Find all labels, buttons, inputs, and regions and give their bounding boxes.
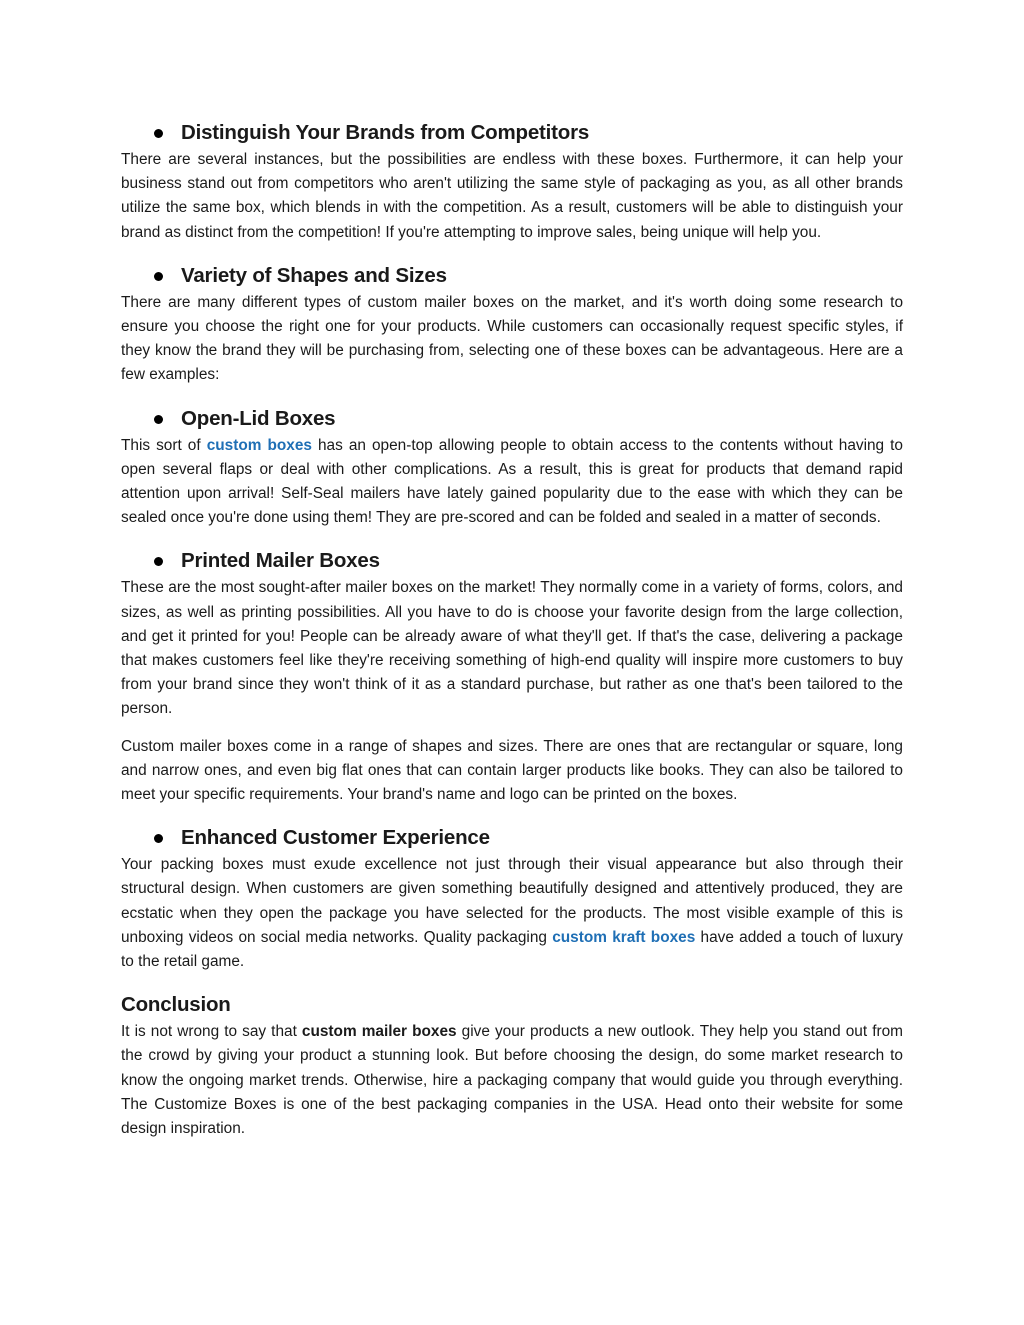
- custom-boxes-link[interactable]: custom boxes: [206, 436, 312, 454]
- body-text: have added a touch of luxury to the retail game.: [121, 928, 904, 971]
- section-heading-open-lid: [121, 404, 903, 434]
- document-page: [121, 118, 903, 1141]
- body-text: It is not wrong to say that: [121, 1023, 302, 1041]
- body-text: has an open-top allowing people to obtain access to the contents without having to open several flaps or deal with other complications. As a result, this is great for products that demand rapid attention upon arrival! Self-Seal mailers have lately gained popularity due to the ease with which they can be sealed once you're done using them! They are pre-scored and can be folded and sealed in a matter of seconds.: [121, 436, 903, 527]
- section-heading-text: Enhanced Customer Experience: [181, 826, 490, 850]
- section-body-experience: [121, 853, 903, 974]
- section-body-distinguish: There are several instances, but the possibilities are endless with these boxes. Furthermore, it can help your business stand out from competitors who aren't utilizing the same style of packaging as you, as all other brands utilize the same box, which blends in with the competition. As a result, customers will be able to distinguish your brand as distinct from the competition! If you're attempting to improve sales, being unique will help you.: [121, 151, 903, 241]
- section-heading-variety: [121, 261, 903, 291]
- conclusion-heading: Conclusion: [121, 993, 231, 1017]
- body-text: This sort of: [121, 436, 207, 454]
- body-text: give your products a new outlook. They help you stand out from the crowd by giving your product a stunning look. But before choosing the design, do some market research to know the ongoing market trends. Otherwise, hire a packaging company that would guide you through everything. The Customize Boxes is one of the best packaging companies in the USA. Head onto their website for some design inspiration.: [121, 1023, 903, 1138]
- section-heading-experience: [121, 823, 903, 853]
- custom-mailer-boxes-strong: custom mailer boxes: [301, 1023, 457, 1041]
- section-heading-printed: [121, 546, 903, 576]
- section-heading-distinguish: [121, 118, 903, 148]
- body-text: Your packing boxes must exude excellence not just through their visual appearance but also through their structural design. When customers are given something beautifully designed and attentively produced, they are ecstatic when they open the package you have selected for the products. The most visible example of this is unboxing videos on social media networks. Quality packaging: [121, 856, 903, 946]
- section-heading-text: Open-Lid Boxes: [181, 406, 336, 430]
- section-body-variety: There are many different types of custom mailer boxes on the market, and it's worth doing some research to ensure you choose the right one for your products. While customers can occasionally request specific styles, if they know the brand they will be purchasing from, selecting one of these boxes can be advantageous. Here are a few examples:: [121, 293, 903, 384]
- bullet-icon: [154, 834, 163, 843]
- custom-kraft-boxes-link[interactable]: custom kraft boxes: [552, 928, 696, 946]
- section-body-printed-2: Custom mailer boxes come in a range of shapes and sizes. There are ones that are rectangular or square, long and narrow ones, and even big flat ones that can contain larger products like books. They can also be tailored to meet your specific requirements. Your brand's name and logo can be printed on the boxes.: [121, 737, 903, 804]
- section-heading-text: Variety of Shapes and Sizes: [181, 263, 447, 287]
- bullet-icon: [154, 272, 163, 281]
- section-heading-text: Distinguish Your Brands from Competitors: [181, 121, 590, 144]
- section-body-printed: These are the most sought-after mailer boxes on the market! They normally come in a variety of forms, colors, and sizes, as well as printing possibilities. All you have to do is choose your favorite design from the large collection, and get it printed for you! People can be already aware of what they'll get. If that's the case, delivering a package that makes customers feel like they're receiving something of high-end quality will inspire more customers to buy from your brand since they won't think of it as a standard purchase, but rather as one that's been tailored to the person.: [121, 579, 903, 718]
- bullet-icon: [154, 129, 163, 138]
- section-heading-text: Printed Mailer Boxes: [181, 549, 380, 573]
- bullet-icon: [154, 415, 163, 424]
- bullet-icon: [154, 557, 163, 566]
- conclusion-body: [121, 1020, 903, 1141]
- section-body-open-lid: [121, 434, 903, 531]
